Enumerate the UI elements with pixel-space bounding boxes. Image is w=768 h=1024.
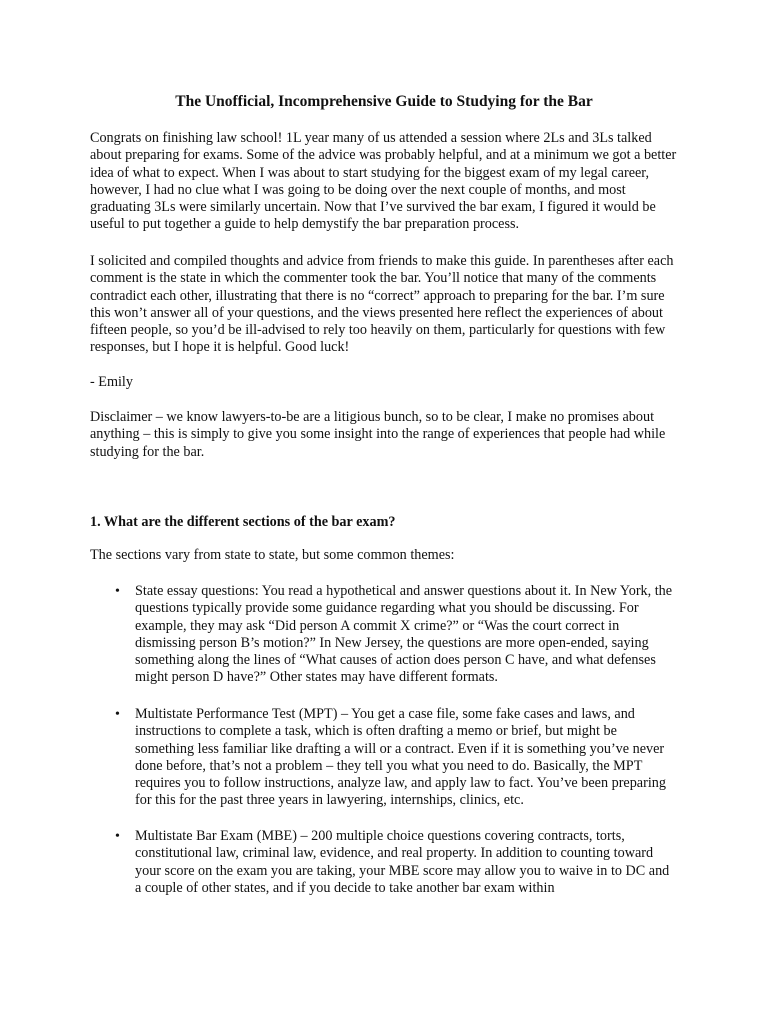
- disclaimer-paragraph: Disclaimer – we know lawyers-to-be are a litigious bunch, so to be clear, I make no promises about anything – this is simply to give you some insight into the range of experiences that people had while studying for the bar.: [90, 409, 666, 460]
- section-heading: 1. What are the different sections of the bar exam?: [90, 514, 396, 530]
- list-item: [115, 583, 675, 687]
- bullet-icon: •: [115, 829, 120, 844]
- list-item: [115, 828, 675, 897]
- author-signature: - Emily: [90, 374, 133, 390]
- document-title: The Unofficial, Incomprehensive Guide to Studying for the Bar: [175, 93, 593, 110]
- list-item-text: Multistate Performance Test (MPT) – You get a case file, some fake cases and laws, and instructions to complete a task, which is often drafting a memo or brief, but might be something less familiar like drafting a will or a contract. Even if it is something you’ve never done before, that’s not a problem – they tell you what you need to do. Basically, the MPT requires you to follow instructions, analyze law, and apply law to fact. You’ve been preparing for this for the past three years in lawyering, internships, clinics, etc.: [135, 706, 666, 809]
- bullet-icon: •: [115, 707, 120, 722]
- list-item-text: State essay questions: You read a hypothetical and answer questions about it. In New York, the questions typically provide some guidance regarding what you should be discussing. For example, they may ask “Did person A commit X crime?” or “Was the court correct in dismissing person B’s motion?” In New Jersey, the questions are more open-ended, saying something along the lines of “What causes of action does person C have, and what defenses might person D have?” Other states may have different formats.: [135, 583, 673, 686]
- intro-paragraph-2: I solicited and compiled thoughts and advice from friends to make this guide. In parentheses after each comment is the state in which the commenter took the bar. You’ll notice that many of the comments contradict each other, illustrating that there is no “correct” approach to preparing for the bar. I’m sure this won’t answer all of your questions, and the views presented here reflect the experiences of about fifteen people, so you’d be ill-advised to rely too heavily on them, particularly for questions with few responses, but I hope it is helpful. Good luck!: [90, 253, 674, 356]
- intro-paragraph-1: Congrats on finishing law school! 1L year many of us attended a session where 2Ls and 3Ls talked about preparing for exams. Some of the advice was probably helpful, and at a minimum we got a better idea of what to expect. When I was about to start studying for the biggest exam of my legal career, however, I had no clue what I was going to be doing over the next couple of months, and most graduating 3Ls were similarly uncertain. Now that I’ve survived the bar exam, I figured it would be useful to put together a guide to help demystify the bar preparation process.: [90, 130, 677, 233]
- list-item-text: Multistate Bar Exam (MBE) – 200 multiple choice questions covering contracts, torts, constitutional law, criminal law, evidence, and real property. In addition to counting toward your score on the exam you are taking, your MBE score may allow you to waive in to DC and a couple of other states, and if you decide to take another bar exam within: [135, 828, 670, 896]
- list-item: [115, 706, 675, 810]
- section-intro: The sections vary from state to state, but some common themes:: [90, 547, 455, 563]
- bullet-icon: •: [115, 584, 120, 599]
